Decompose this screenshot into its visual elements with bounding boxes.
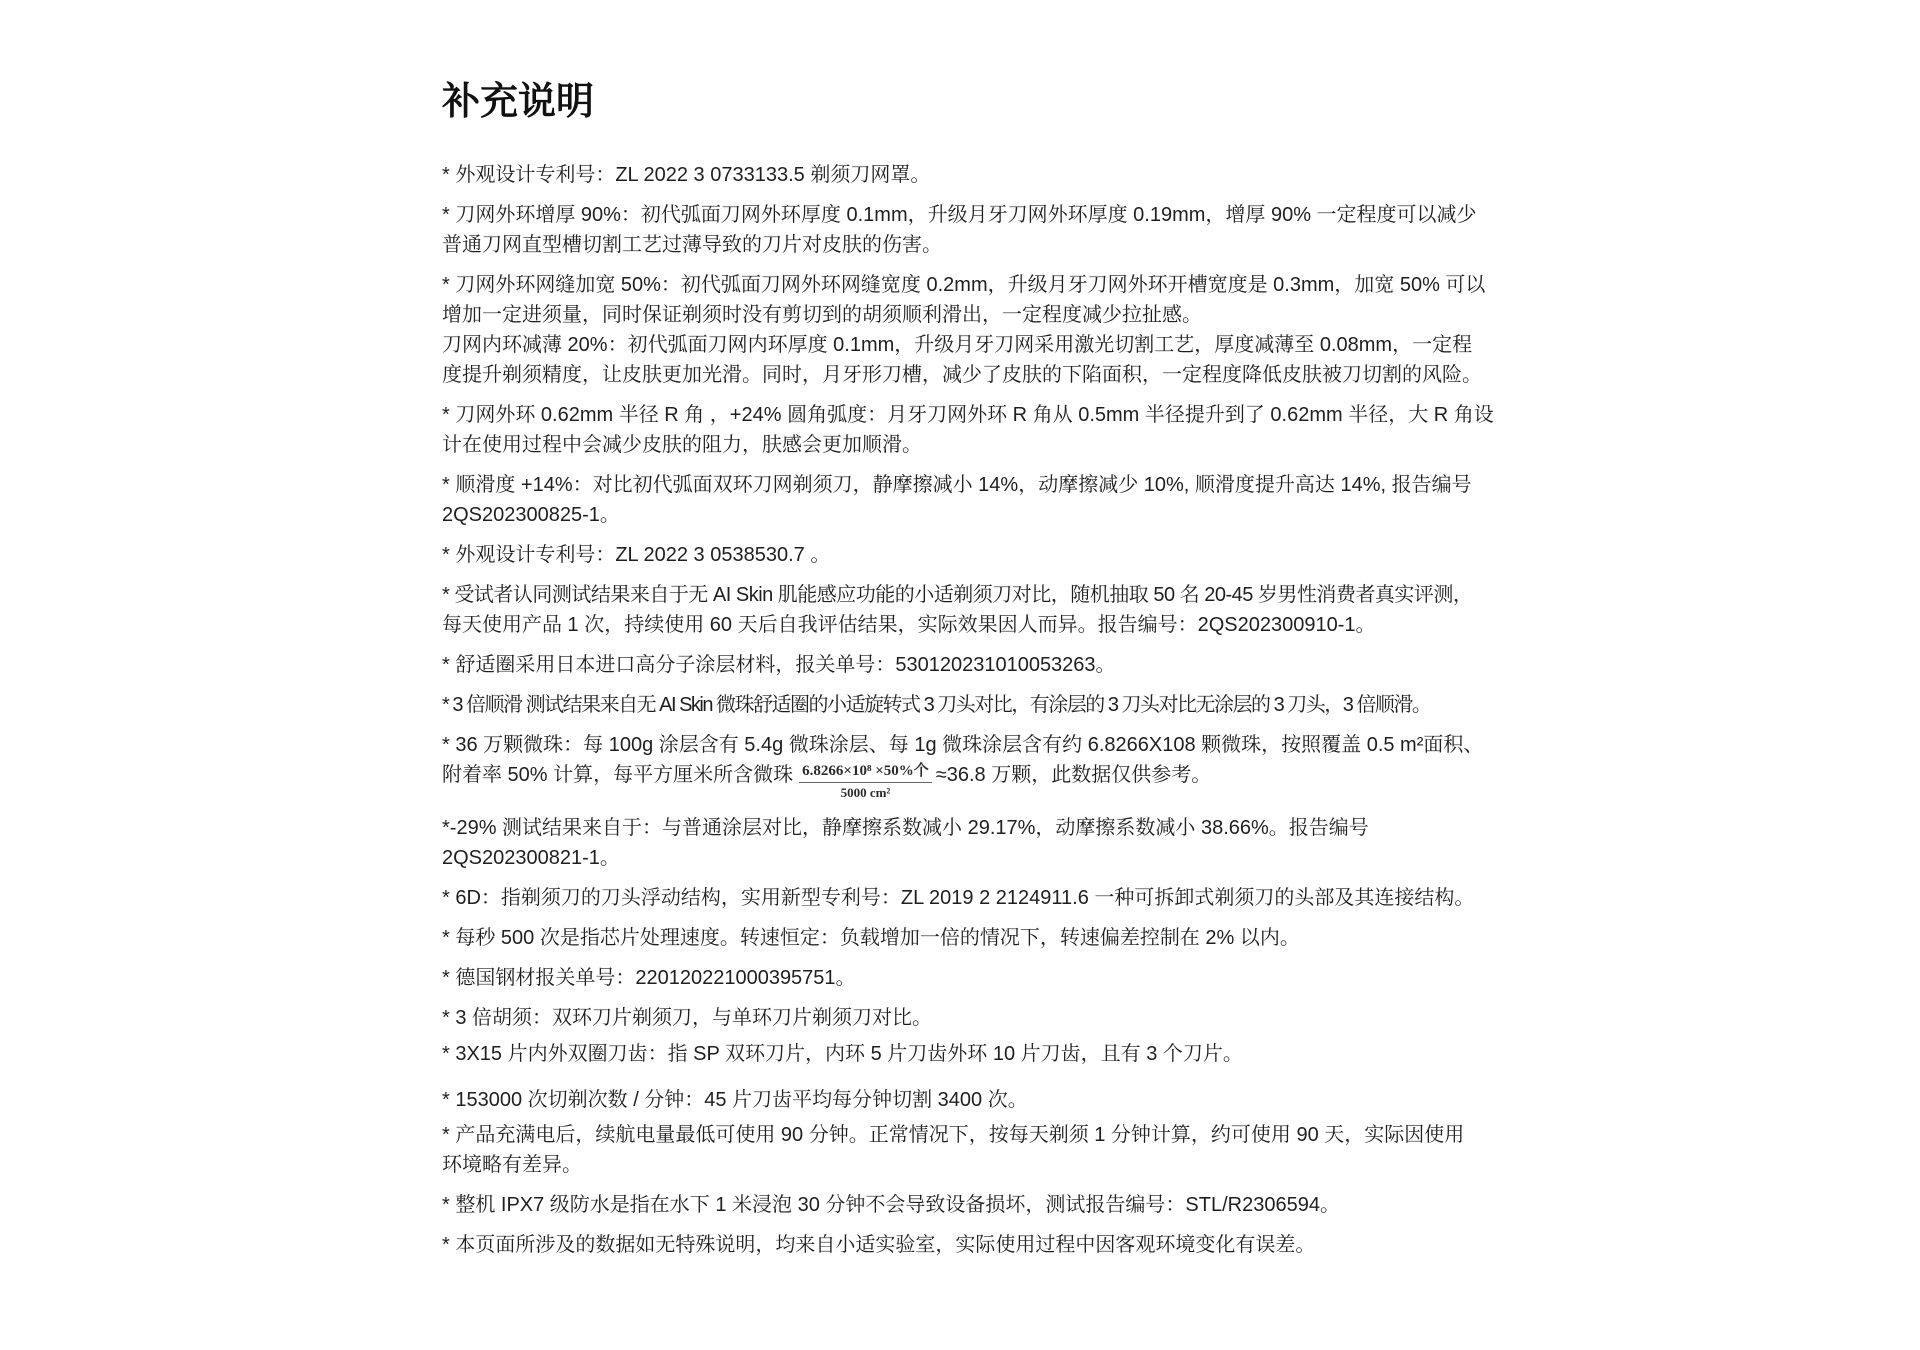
note-battery-life [442,1120,1502,1180]
note-line: * 整机 IPX7 级防水是指在水下 1 米浸泡 30 分钟不会导致设备损坏，测试报告编号：STL/R2306594。 [442,1194,1340,1216]
note-line-with-formula [442,760,1502,803]
note-comfort-ring-material [442,650,1502,680]
note-line: * 受试者认同测试结果来自于无 AI Skin 肌能感应功能的小适剃须刀对比，随机抽取 50 名 20-45 岁男性消费者真实评测， [442,584,1473,606]
note-line: 计在使用过程中会减少皮肤的阻力，肤感会更加顺滑。 [442,434,922,456]
note-3x-smooth [442,690,1502,720]
note-line: 普通刀网直型槽切割工艺过薄导致的刀片对皮肤的伤害。 [442,234,942,256]
note-waterproof [442,1190,1502,1220]
note-line: * 外观设计专利号：ZL 2022 3 0538530.7 。 [442,544,831,566]
formula-numerator: 6.8266×10⁸ ×50%个 [799,762,932,783]
note-outer-ring-r-corner [442,400,1502,460]
note-german-steel [442,963,1502,993]
note-line: * 3X15 片内外双圈刀齿：指 SP 双环刀片，内环 5 片刀齿外环 10 片刀齿，且有 3 个刀片。 [442,1043,1243,1065]
note-line: * 每秒 500 次是指芯片处理速度。转速恒定：负载增加一倍的情况下，转速偏差控制在 2% 以内。 [442,927,1300,949]
note-line: * 6D：指剃须刀的刀头浮动结构，实用新型专利号：ZL 2019 2 2124911.6 一种可拆卸式剃须刀的头部及其连接结构。 [442,887,1475,909]
note-chip-speed [442,923,1502,953]
note-outer-ring-thickness [442,200,1502,260]
note-line: * 顺滑度 +14%：对比初代弧面双环刀网剃须刀，静摩擦减小 14%，动摩擦减少 10%, 顺滑度提升高达 14%, 报告编号 [442,474,1472,496]
note-line: 增加一定进须量，同时保证剃须时没有剪切到的胡须顺利滑出，一定程度减少拉扯感。 [442,304,1202,326]
note-outer-ring-slot-width [442,270,1502,390]
formula-denominator: 5000 cm² [840,785,891,800]
note-line: * 舒适圈采用日本进口高分子涂层材料，报关单号：530120231010053263。 [442,654,1116,676]
note-line: * 本页面所涉及的数据如无特殊说明，均来自小适实验室，实际使用过程中因客观环境变化有误差。 [442,1234,1316,1256]
note-line: * 3 倍胡须：双环刀片剃须刀，与单环刀片剃须刀对比。 [442,1007,933,1029]
note-line: * 36 万颗微珠：每 100g 涂层含有 5.4g 微珠涂层、每 1g 微珠涂层含有约 6.8266X108 颗微珠，按照覆盖 0.5 m²面积、 [442,734,1484,756]
note-line: 环境略有差异。 [442,1154,582,1176]
note-cut-count [442,1085,1502,1115]
note-line: 2QS202300821-1。 [442,847,620,869]
note-design-patent-2 [442,540,1502,570]
note-user-test [442,580,1502,640]
note-line-text: ≈36.8 万颗，此数据仅供参考。 [935,764,1212,786]
supplementary-notes-document [442,79,1502,1260]
note-line: * 刀网外环增厚 90%：初代弧面刀网外环厚度 0.1mm，升级月牙刀网外环厚度 0.19mm，增厚 90% 一定程度可以减少 [442,204,1477,226]
note-line: * 外观设计专利号：ZL 2022 3 0733133.5 剃须刀网罩。 [442,164,931,186]
note-line: * 刀网外环网缝加宽 50%：初代弧面刀网外环网缝宽度 0.2mm，升级月牙刀网外环开槽宽度是 0.3mm，加宽 50% 可以 [442,274,1486,296]
note-6d-floating-head [442,883,1502,913]
notes-list [442,160,1502,1260]
note-line: * 刀网外环 0.62mm 半径 R 角 ，+24% 圆角弧度：月牙刀网外环 R 角从 0.5mm 半径提升到了 0.62mm 半径，大 R 角设 [442,404,1494,426]
note-line: *-29% 测试结果来自于：与普通涂层对比，静摩擦系数减小 29.17%，动摩擦系数减小 38.66%。报告编号 [442,817,1369,839]
note-blade-teeth [442,1039,1502,1069]
note-line: * 德国钢材报关单号：220120221000395751。 [442,967,856,989]
note-line: * 3 倍顺滑 测试结果来自无 AI Skin 微珠舒适圈的小适旋转式 3 刀头对比，有涂层的 3 刀头对比无涂层的 3 刀头，3 倍顺滑。 [442,694,1431,716]
density-formula [799,760,932,803]
note-data-source [442,1230,1502,1260]
note-design-patent-1 [442,160,1502,190]
note-line: 每天使用产品 1 次，持续使用 60 天后自我评估结果，实际效果因人而异。报告编号：2QS202300910-1。 [442,614,1376,636]
note-smoothness [442,470,1502,530]
note-line: * 产品充满电后，续航电量最低可使用 90 分钟。正常情况下，按每天剃须 1 分钟计算，约可使用 90 天，实际因使用 [442,1124,1465,1146]
note-line-text: 附着率 50% 计算，每平方厘米所含微珠 [442,764,794,786]
note-line: 度提升剃须精度，让皮肤更加光滑。同时，月牙形刀槽，减少了皮肤的下陷面积，一定程度降低皮肤被刀切割的风险。 [442,364,1482,386]
page-title: 补充说明 [442,81,595,123]
note-line: 2QS202300825-1。 [442,504,620,526]
note-microbeads [442,730,1502,803]
note-line: * 153000 次切剃次数 / 分钟：45 片刀齿平均每分钟切割 3400 次。 [442,1089,1028,1111]
note-friction-reduction [442,813,1502,873]
note-line: 刀网内环减薄 20%：初代弧面刀网内环厚度 0.1mm，升级月牙刀网采用激光切割工艺，厚度减薄至 0.08mm，一定程 [442,334,1473,356]
note-3x-beard [442,1003,1502,1033]
